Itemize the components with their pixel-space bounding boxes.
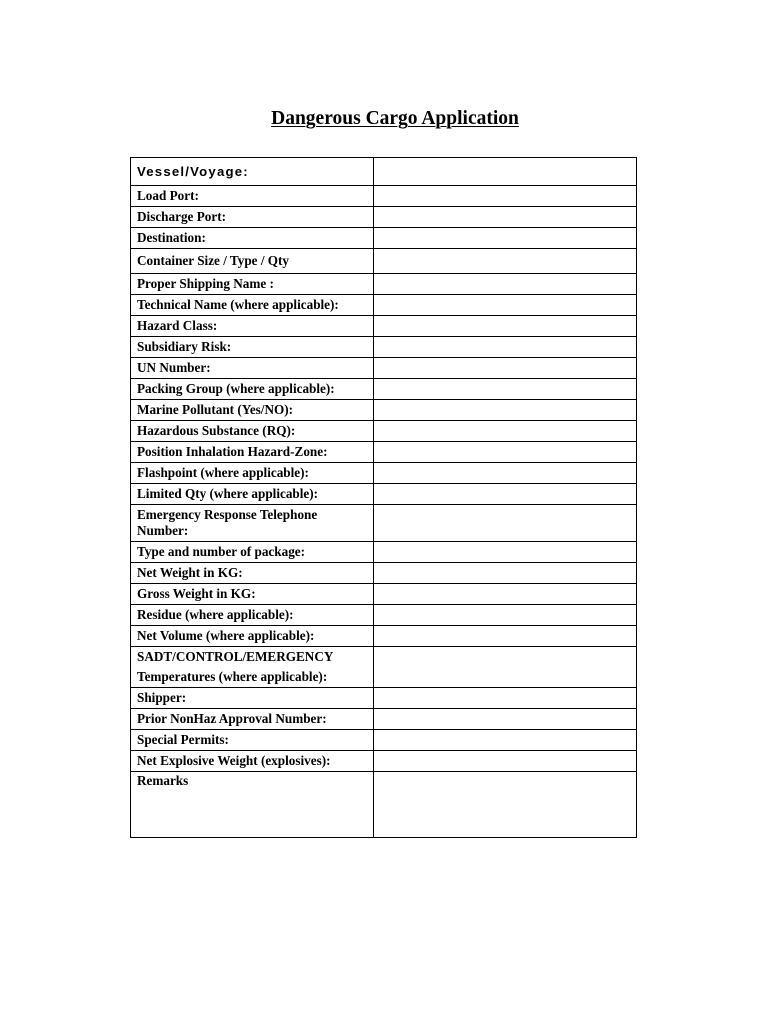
form-label: Packing Group (where applicable): bbox=[131, 379, 374, 400]
subsidiary-risk-field[interactable] bbox=[374, 337, 637, 358]
dangerous-cargo-form-table bbox=[130, 157, 637, 838]
form-row-proper-shipping-name bbox=[131, 274, 637, 295]
net-weight-field[interactable] bbox=[374, 563, 637, 584]
form-row-packing-group bbox=[131, 379, 637, 400]
hazard-class-field[interactable] bbox=[374, 316, 637, 337]
form-row-container-size bbox=[131, 249, 637, 274]
form-label: SADT/CONTROL/EMERGENCY Temperatures (where applicable): bbox=[131, 647, 374, 688]
form-label: Marine Pollutant (Yes/NO): bbox=[131, 400, 374, 421]
form-label: Position Inhalation Hazard-Zone: bbox=[131, 442, 374, 463]
gross-weight-field[interactable] bbox=[374, 584, 637, 605]
residue-field[interactable] bbox=[374, 605, 637, 626]
form-label: Special Permits: bbox=[131, 730, 374, 751]
form-row-hazardous-substance bbox=[131, 421, 637, 442]
form-row-net-weight bbox=[131, 563, 637, 584]
prior-approval-field[interactable] bbox=[374, 709, 637, 730]
form-row-discharge-port bbox=[131, 207, 637, 228]
form-row-vessel-voyage bbox=[131, 158, 637, 186]
form-label: Load Port: bbox=[131, 186, 374, 207]
form-label: Proper Shipping Name : bbox=[131, 274, 374, 295]
special-permits-field[interactable] bbox=[374, 730, 637, 751]
form-label: UN Number: bbox=[131, 358, 374, 379]
form-row-technical-name bbox=[131, 295, 637, 316]
form-row-net-volume bbox=[131, 626, 637, 647]
form-label: Subsidiary Risk: bbox=[131, 337, 374, 358]
marine-pollutant-field[interactable] bbox=[374, 400, 637, 421]
discharge-port-field[interactable] bbox=[374, 207, 637, 228]
form-row-shipper bbox=[131, 688, 637, 709]
packing-group-field[interactable] bbox=[374, 379, 637, 400]
form-row-sadt-temperatures bbox=[131, 647, 637, 688]
form-label: Shipper: bbox=[131, 688, 374, 709]
form-row-net-explosive-weight bbox=[131, 751, 637, 772]
proper-shipping-name-field[interactable] bbox=[374, 274, 637, 295]
form-label: Residue (where applicable): bbox=[131, 605, 374, 626]
form-label: Net Explosive Weight (explosives): bbox=[131, 751, 374, 772]
form-row-destination bbox=[131, 228, 637, 249]
form-row-subsidiary-risk bbox=[131, 337, 637, 358]
form-label: Remarks bbox=[131, 772, 374, 838]
form-row-residue bbox=[131, 605, 637, 626]
un-number-field[interactable] bbox=[374, 358, 637, 379]
hazardous-substance-field[interactable] bbox=[374, 421, 637, 442]
technical-name-field[interactable] bbox=[374, 295, 637, 316]
form-row-package-type bbox=[131, 542, 637, 563]
form-row-prior-approval bbox=[131, 709, 637, 730]
form-row-limited-qty bbox=[131, 484, 637, 505]
form-label: Limited Qty (where applicable): bbox=[131, 484, 374, 505]
form-label: Destination: bbox=[131, 228, 374, 249]
form-label: Emergency Response Telephone Number: bbox=[131, 505, 374, 542]
form-label: Type and number of package: bbox=[131, 542, 374, 563]
form-label: Net Volume (where applicable): bbox=[131, 626, 374, 647]
form-label: Flashpoint (where applicable): bbox=[131, 463, 374, 484]
form-row-load-port bbox=[131, 186, 637, 207]
form-label: Hazard Class: bbox=[131, 316, 374, 337]
form-label: Vessel/Voyage: bbox=[131, 158, 374, 186]
form-label: Net Weight in KG: bbox=[131, 563, 374, 584]
form-row-inhalation-hazard bbox=[131, 442, 637, 463]
vessel-voyage-field[interactable] bbox=[374, 158, 637, 186]
package-type-field[interactable] bbox=[374, 542, 637, 563]
form-label: Hazardous Substance (RQ): bbox=[131, 421, 374, 442]
emergency-phone-field[interactable] bbox=[374, 505, 637, 542]
form-label: Prior NonHaz Approval Number: bbox=[131, 709, 374, 730]
destination-field[interactable] bbox=[374, 228, 637, 249]
form-label: Technical Name (where applicable): bbox=[131, 295, 374, 316]
form-row-gross-weight bbox=[131, 584, 637, 605]
remarks-field[interactable] bbox=[374, 772, 637, 838]
form-label: Discharge Port: bbox=[131, 207, 374, 228]
limited-qty-field[interactable] bbox=[374, 484, 637, 505]
flashpoint-field[interactable] bbox=[374, 463, 637, 484]
form-label: Gross Weight in KG: bbox=[131, 584, 374, 605]
form-row-remarks bbox=[131, 772, 637, 838]
shipper-field[interactable] bbox=[374, 688, 637, 709]
net-explosive-weight-field[interactable] bbox=[374, 751, 637, 772]
form-row-hazard-class bbox=[131, 316, 637, 337]
document-title: Dangerous Cargo Application bbox=[271, 108, 519, 129]
inhalation-hazard-field[interactable] bbox=[374, 442, 637, 463]
load-port-field[interactable] bbox=[374, 186, 637, 207]
container-size-field[interactable] bbox=[374, 249, 637, 274]
form-row-emergency-phone bbox=[131, 505, 637, 542]
form-row-flashpoint bbox=[131, 463, 637, 484]
form-row-special-permits bbox=[131, 730, 637, 751]
net-volume-field[interactable] bbox=[374, 626, 637, 647]
form-row-un-number bbox=[131, 358, 637, 379]
form-label: Container Size / Type / Qty bbox=[131, 249, 374, 274]
form-row-marine-pollutant bbox=[131, 400, 637, 421]
sadt-temperatures-field[interactable] bbox=[374, 647, 637, 688]
